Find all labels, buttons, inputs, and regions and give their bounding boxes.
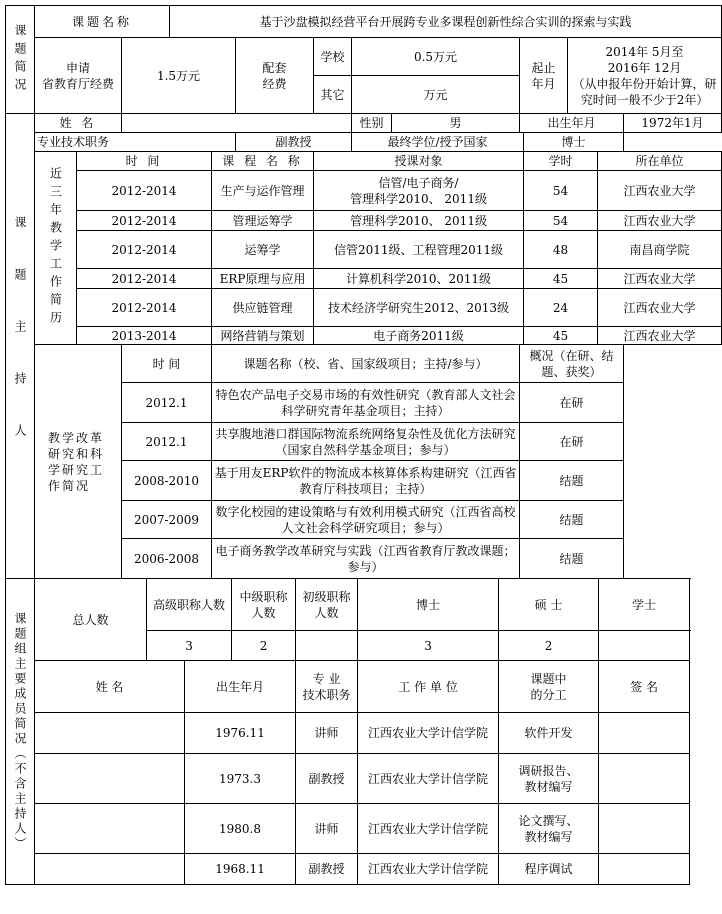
research-name: 电子商务教学改革研究与实践（江西省教育厅教改课题；参与） [212, 539, 520, 579]
teaching-target: 信管/电子商务/ 管理科学2010、 2011级 [314, 171, 524, 211]
other-fund-value: 万元 [352, 76, 520, 114]
member-unit: 江西农业大学计信学院 [358, 713, 499, 754]
teaching-unit: 江西农业大学 [598, 171, 722, 211]
research-time: 2012.1 [122, 423, 212, 461]
host-gender-label: 性别 [352, 114, 392, 133]
teaching-row [6, 269, 722, 289]
project-name-label: 课题名称 [35, 6, 170, 38]
member-header-role: 课题中 的分工 [499, 661, 599, 713]
host-birth-label: 出生年月 [520, 114, 624, 133]
application-form [5, 5, 717, 885]
research-status: 在研 [520, 423, 624, 461]
member-birth: 1973.3 [185, 754, 296, 804]
school-fund-value: 0.5万元 [352, 38, 520, 76]
member-sign [599, 713, 690, 754]
research-time: 2012.1 [122, 383, 212, 423]
teaching-header-hours: 学时 [524, 152, 598, 171]
research-header-time: 时 间 [122, 345, 212, 383]
teaching-target: 计算机科学2010、2011级 [314, 269, 524, 289]
other-fund-label: 其它 [314, 76, 352, 114]
member-sign [599, 854, 690, 885]
teaching-header-time: 时 间 [77, 152, 212, 171]
host-name-label: 姓 名 [35, 114, 122, 133]
member-header-unit: 工 作 单 位 [358, 661, 499, 713]
member-row [6, 713, 690, 754]
member-name [35, 854, 185, 885]
member-role: 程序调试 [499, 854, 599, 885]
host-title-value: 副教授 [236, 133, 352, 152]
teaching-unit: 南昌商学院 [598, 231, 722, 269]
teaching-course: ERP原理与应用 [212, 269, 314, 289]
member-header-name: 姓 名 [35, 661, 185, 713]
section-label-host: 课题主持人 [6, 114, 35, 579]
research-name: 数字化校园的建设策略与有效利用模式研究（江西省高校人文社会科学研究项目；参与） [212, 501, 520, 539]
period-value: 2014年 5月至 2016年 12月 （从申报年份开始计算，研究时间一般不少于2年） [568, 38, 722, 114]
apply-fund-value: 1.5万元 [122, 38, 236, 114]
teaching-header-unit: 所在单位 [598, 152, 722, 171]
teaching-unit: 江西农业大学 [598, 289, 722, 327]
teaching-unit: 江西农业大学 [598, 211, 722, 231]
member-title: 讲师 [296, 804, 358, 854]
summary-header-junior: 初级职称人数 [296, 579, 358, 631]
member-row [6, 804, 690, 854]
teaching-target: 管理科学2010、 2011级 [314, 211, 524, 231]
teaching-hours: 54 [524, 211, 598, 231]
summary-bachelor-value [599, 631, 690, 661]
member-sign [599, 804, 690, 854]
member-title: 讲师 [296, 713, 358, 754]
teaching-side-label: 近三年教学工作简历 [35, 152, 77, 345]
research-header-status: 概况（在研、结题、获奖） [520, 345, 624, 383]
teaching-target: 信管2011级、工程管理2011级 [314, 231, 524, 269]
member-title: 副教授 [296, 854, 358, 885]
teaching-hours: 48 [524, 231, 598, 269]
teaching-course: 管理运筹学 [212, 211, 314, 231]
apply-fund-label: 申请 省教育厅经费 [35, 38, 122, 114]
form-table [5, 5, 722, 579]
member-header-birth: 出生年月 [185, 661, 296, 713]
matching-fund-label: 配套 经费 [236, 38, 314, 114]
member-name [35, 804, 185, 854]
member-role: 软件开发 [499, 713, 599, 754]
teaching-time: 2012-2014 [77, 231, 212, 269]
period-label: 起止 年月 [520, 38, 568, 114]
teaching-row [6, 231, 722, 269]
host-name-value [122, 114, 352, 133]
member-name [35, 754, 185, 804]
research-status: 结题 [520, 461, 624, 501]
member-birth: 1980.8 [185, 804, 296, 854]
summary-header-master: 硕 士 [499, 579, 599, 631]
member-unit: 江西农业大学计信学院 [358, 754, 499, 804]
teaching-hours: 24 [524, 289, 598, 327]
teaching-hours: 45 [524, 269, 598, 289]
school-fund-label: 学校 [314, 38, 352, 76]
research-time: 2008-2010 [122, 461, 212, 501]
summary-header-phd: 博士 [358, 579, 499, 631]
teaching-target: 电子商务2011级 [314, 327, 524, 345]
teaching-hours: 45 [524, 327, 598, 345]
summary-junior-value [296, 631, 358, 661]
summary-header-total: 总人数 [35, 579, 147, 661]
teaching-target: 技术经济学研究生2012、2013级 [314, 289, 524, 327]
member-name [35, 713, 185, 754]
host-birth-value: 1972年1月 [624, 114, 722, 133]
host-degree-value: 博士 [524, 133, 624, 152]
summary-senior-value: 3 [147, 631, 232, 661]
teaching-time: 2012-2014 [77, 269, 212, 289]
member-birth: 1968.11 [185, 854, 296, 885]
research-time: 2007-2009 [122, 501, 212, 539]
research-name: 共享腹地港口群国际物流系统网络复杂性及优化方法研究（国家自然科学基金项目；参与） [212, 423, 520, 461]
host-title-label: 专业技术职务 [35, 133, 236, 152]
teaching-course: 生产与运作管理 [212, 171, 314, 211]
section-label-overview: 课题简况 [6, 6, 35, 114]
summary-header-middle: 中级职称人数 [232, 579, 296, 631]
summary-middle-value: 2 [232, 631, 296, 661]
teaching-time: 2012-2014 [77, 289, 212, 327]
teaching-hours: 54 [524, 171, 598, 211]
member-row [6, 754, 690, 804]
member-role: 论文撰写、 教材编写 [499, 804, 599, 854]
research-name: 特色农产品电子交易市场的有效性研究（教育部人文社会科学研究青年基金项目；主持） [212, 383, 520, 423]
teaching-row [6, 327, 722, 345]
teaching-course: 供应链管理 [212, 289, 314, 327]
members-table [5, 578, 690, 885]
teaching-time: 2013-2014 [77, 327, 212, 345]
research-time: 2006-2008 [122, 539, 212, 579]
summary-master-value: 2 [499, 631, 599, 661]
teaching-row [6, 171, 722, 211]
teaching-course: 网络营销与策划 [212, 327, 314, 345]
host-gender-value: 男 [392, 114, 520, 133]
research-status: 在研 [520, 383, 624, 423]
member-birth: 1976.11 [185, 713, 296, 754]
member-title: 副教授 [296, 754, 358, 804]
research-side-label: 教学改革研究和科学研究工作简况 [35, 345, 122, 579]
teaching-row [6, 211, 722, 231]
teaching-header-target: 授课对象 [314, 152, 524, 171]
section-label-members: 课题组主要成员简况（不含主持人） [6, 579, 35, 885]
summary-header-bachelor: 学士 [599, 579, 690, 631]
member-sign [599, 754, 690, 804]
teaching-course: 运筹学 [212, 231, 314, 269]
member-header-sign: 签 名 [599, 661, 690, 713]
member-header-title: 专 业 技术职务 [296, 661, 358, 713]
research-status: 结题 [520, 539, 624, 579]
teaching-unit: 江西农业大学 [598, 269, 722, 289]
teaching-time: 2012-2014 [77, 211, 212, 231]
summary-phd-value: 3 [358, 631, 499, 661]
summary-header-senior: 高级职称人数 [147, 579, 232, 631]
member-unit: 江西农业大学计信学院 [358, 854, 499, 885]
teaching-unit: 江西农业大学 [598, 327, 722, 345]
member-unit: 江西农业大学计信学院 [358, 804, 499, 854]
teaching-row [6, 289, 722, 327]
member-row [6, 854, 690, 885]
research-name: 基于用友ERP软件的物流成本核算体系构建研究（江西省教育厅科技项目；主持） [212, 461, 520, 501]
project-name-value: 基于沙盘模拟经营平台开展跨专业多课程创新性综合实训的探索与实践 [170, 6, 722, 38]
member-role: 调研报告、 教材编写 [499, 754, 599, 804]
research-status: 结题 [520, 501, 624, 539]
host-degree-label: 最终学位/授予国家 [352, 133, 524, 152]
research-header-name: 课题名称（校、省、国家级项目；主持/参与） [212, 345, 520, 383]
teaching-header-course: 课 程 名 称 [212, 152, 314, 171]
teaching-time: 2012-2014 [77, 171, 212, 211]
